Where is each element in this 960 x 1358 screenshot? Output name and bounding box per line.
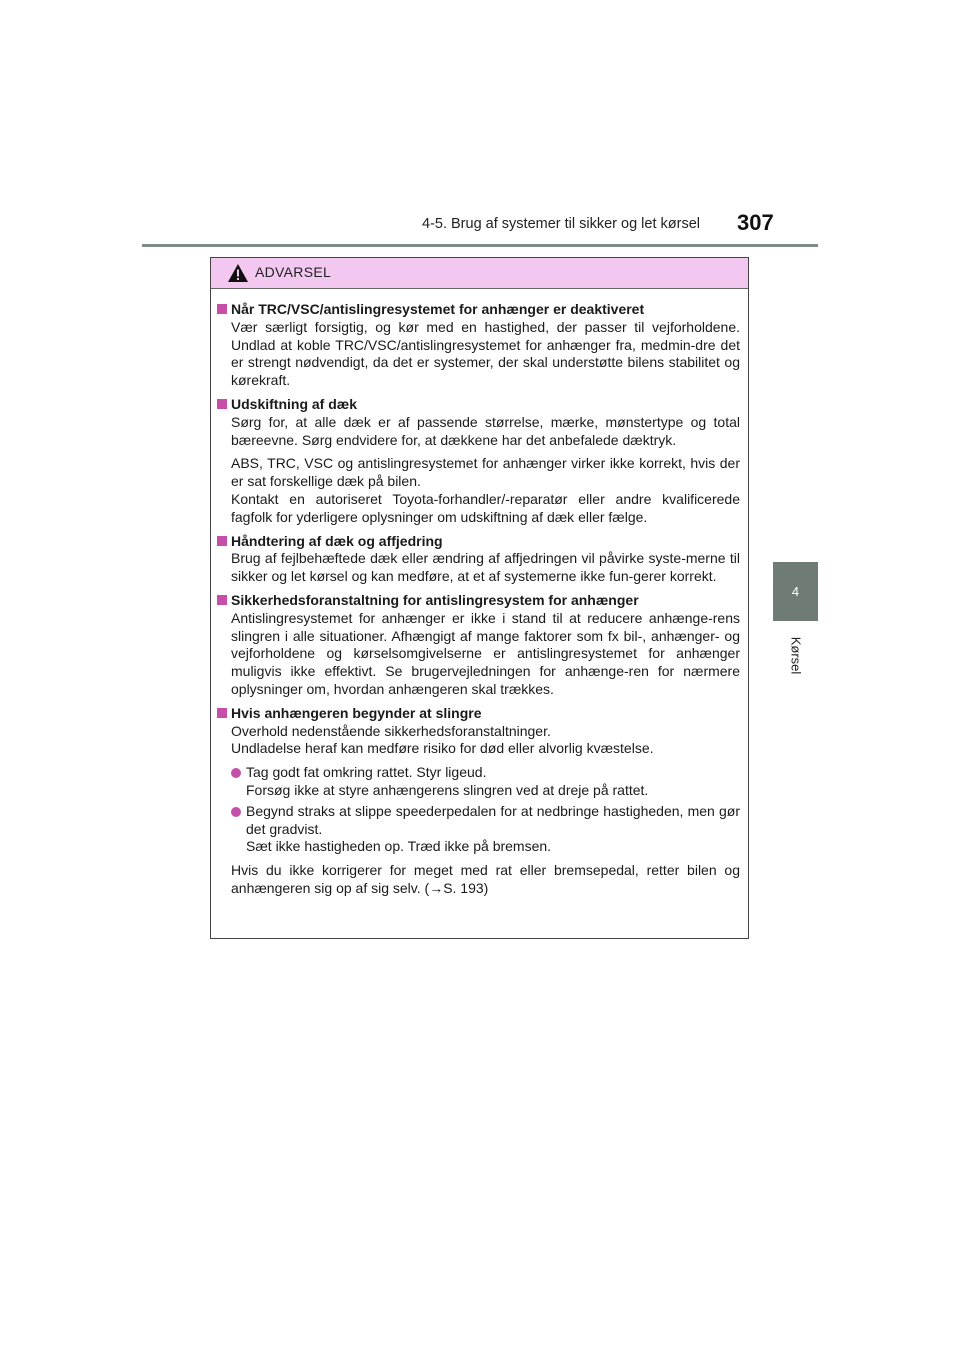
round-bullet-icon xyxy=(231,807,241,817)
square-bullet-icon xyxy=(217,595,227,605)
warning-body xyxy=(211,289,748,898)
list-item-text: Tag godt fat omkring rattet. Styr ligeud. xyxy=(246,764,487,781)
paragraph: Overhold nedenstående sikkerhedsforanstaltninger. xyxy=(231,722,551,739)
chapter-label xyxy=(773,630,818,680)
list-item xyxy=(217,764,740,800)
paragraph: Vær særligt forsigtig, og kør med en hastighed, der passer til vejforholdene. Undlad at koble TRC/VSC/antislingresystemet for anhænger fra, medmin-dre det er strengt nødvendigt, da det er systemer, der skal understøtte bilens stabilitet og kørekraft. xyxy=(231,318,740,389)
closing-paragraph: Hvis du ikke korrigerer for meget med rat eller bremsepedal, retter bilen og anhængeren sig op af sig selv. (→S. 193) xyxy=(231,862,740,896)
square-bullet-icon xyxy=(217,536,227,546)
paragraph: Kontakt en autoriseret Toyota-forhandler/-reparatør eller andre kvalificerede fagfolk for yderligere oplysninger om udskiftning af dæk eller fælge. xyxy=(231,490,740,525)
square-bullet-icon xyxy=(217,304,227,314)
list-item-text: Begynd straks at slippe speederpedalen for at nedbringe hastigheden, men gør det gradvist. xyxy=(246,802,740,837)
section-heading-text: Sikkerhedsforanstaltning for antislingresystem for anhænger xyxy=(231,591,639,608)
list-item xyxy=(217,803,740,856)
warning-section xyxy=(217,705,740,898)
section-heading xyxy=(217,396,740,414)
section-title: 4-5. Brug af systemer til sikker og let kørsel xyxy=(422,216,700,232)
paragraph: Undladelse heraf kan medføre risiko for død eller alvorlig kvæstelse. xyxy=(231,740,654,757)
paragraph: Brug af fejlbehæftede dæk eller ændring af affjedringen vil påvirke syste-merne til sikker og let kørsel og kan medføre, at et af systemerne ikke fun-gerer korrekt. xyxy=(231,550,740,585)
section-heading-text: Når TRC/VSC/antislingresystemet for anhænger er deaktiveret xyxy=(231,301,645,317)
list-item-text: Forsøg ikke at styre anhængerens slingren ved at dreje på rattet. xyxy=(246,781,649,798)
square-bullet-icon xyxy=(217,399,227,409)
page-number: 307 xyxy=(737,210,774,235)
section-heading-text: Håndtering af dæk og affjedring xyxy=(231,532,443,549)
round-bullet-icon xyxy=(231,768,241,778)
section-heading xyxy=(217,592,740,610)
square-bullet-icon xyxy=(217,708,227,718)
section-heading xyxy=(217,301,740,319)
list-item-text: Sæt ikke hastigheden op. Træd ikke på bremsen. xyxy=(246,838,552,855)
warning-section xyxy=(217,592,740,699)
paragraph: ABS, TRC, VSC og antislingresystemet for anhænger virker ikke korrekt, hvis der er sat forskellige dæk på bilen. xyxy=(231,455,740,490)
warning-section xyxy=(217,533,740,586)
warning-section xyxy=(217,301,740,390)
section-heading xyxy=(217,705,740,723)
paragraph: Antislingresystemet for anhænger er ikke i stand til at reducere anhænge-rens slingren i alle situationer. Afhængigt af mange faktorer som fx bil-, anhænger- og vejforholdene og kørselsomgivelserne er antislingresystemet for anhænger muligvis ikke effektivt. Se brugervejledningen for anhænge-ren for nærmere oplysninger om, hvordan anhængeren skal trækkes. xyxy=(231,609,740,697)
warning-header xyxy=(211,258,748,289)
chapter-label-text: Kørsel xyxy=(788,636,803,674)
warning-triangle-icon xyxy=(227,263,249,283)
section-heading-text: Udskiftning af dæk xyxy=(231,395,358,412)
section-heading-text: Hvis anhængeren begynder at slingre xyxy=(231,704,482,721)
chapter-tab xyxy=(773,562,818,621)
header-rule xyxy=(142,244,818,247)
warning-box xyxy=(210,257,749,939)
warning-section xyxy=(217,396,740,527)
chapter-number: 4 xyxy=(791,584,800,599)
warning-label: ADVARSEL xyxy=(255,264,332,280)
paragraph: Sørg for, at alle dæk er af passende størrelse, mærke, mønstertype og total bæreevne. Sørg endvidere for, at dækkene har det anbefalede dæktryk. xyxy=(231,413,740,448)
section-heading xyxy=(217,533,740,551)
